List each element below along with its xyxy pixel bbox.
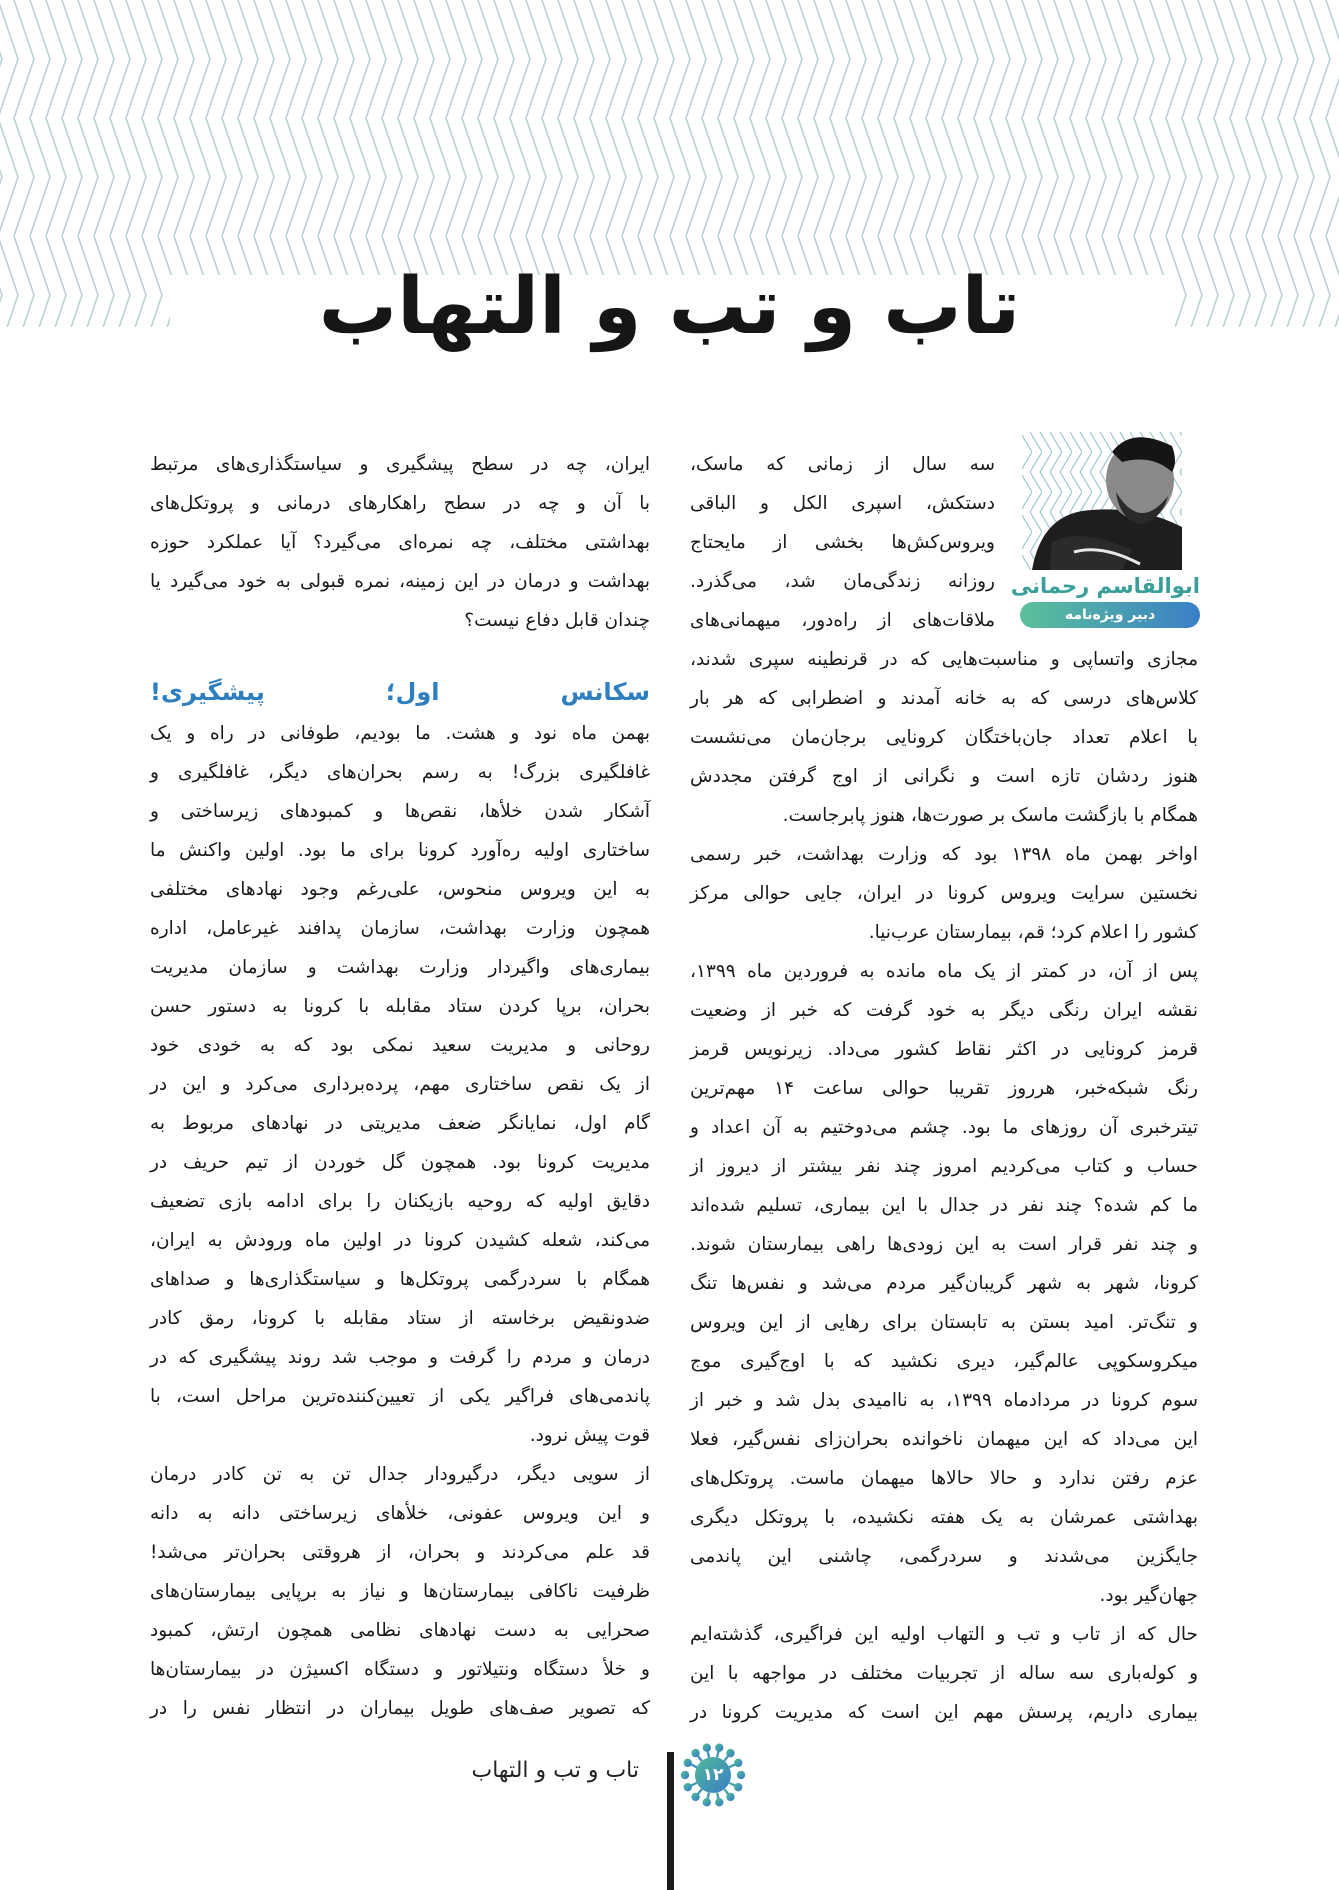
text-line: ما کم شده؟ چند نفر در جدال با این بیماری، تسلیم شده‌اند <box>690 1195 1198 1216</box>
text-line: ایران، چه در سطح پیشگیری و سیاستگذاری‌های مرتبط <box>150 454 650 475</box>
text-line: قد علم می‌کردند و بحران، از هروقتی بحران‌تر می‌شد! <box>150 1542 650 1563</box>
paragraph <box>690 952 1198 1615</box>
text-line: و این ویروس عفونی، خلأهای زیرساختی دانه به دانه <box>150 1503 650 1524</box>
text-line: پس از آن، در کمتر از یک ماه مانده به فروردین ماه ۱۳۹۹، <box>690 961 1198 982</box>
text-line: می‌کند، شعله کشیدن کرونا در اولین ماه ورودش به ایران، <box>150 1230 650 1251</box>
text-line: گام اول، نمایانگر ضعف مدیریتی در نهادهای مربوط به <box>150 1113 650 1134</box>
text-line: سه سال از زمانی که ماسک، <box>690 454 995 475</box>
text-line: صحرایی به دست نهادهای نظامی همچون ارتش، کمبود <box>150 1620 650 1641</box>
text-line: و خلأ دستگاه ونتیلاتور و دستگاه اکسیژن در بیمارستان‌ها <box>150 1659 650 1680</box>
paragraph <box>690 1615 1198 1732</box>
text-line: روحانی و مدیریت سعید نمکی بود که به خودی خود <box>150 1035 650 1056</box>
text-line: درمان و مردم را گرفت و موجب شد روند پیشگیری که در <box>150 1347 650 1368</box>
virus-page-number-icon <box>680 1742 746 1808</box>
paragraph <box>690 445 1198 640</box>
left-text-column <box>150 445 650 1728</box>
text-line: بحران، برپا کردن ستاد مقابله با کرونا به دستور حسن <box>150 996 650 1017</box>
author-role-badge: دبیر ویژه‌نامه <box>1020 602 1200 628</box>
text-line: ضدونقیض برخاسته از ستاد مقابله با کرونا، رمق کادر <box>150 1308 650 1329</box>
text-line: ملاقات‌های از راه‌دور، میهمانی‌های <box>690 610 995 631</box>
text-line: نخستین سرایت ویروس کرونا در ایران، جایی حوالی مرکز <box>690 883 1198 904</box>
text-line: بهداشتی عمرشان به یک هفته نکشیده، با پروتکل دیگری <box>690 1507 1198 1528</box>
text-line: نقشه ایران رنگی دیگر به خود گرفت که خبر از وضعیت <box>690 1000 1198 1021</box>
text-line: میکروسکوپی عالم‌گیر، دیری نکشید که با اوج‌گیری موج <box>690 1351 1198 1372</box>
text-line: غافلگیری بزرگ! به رسم بحران‌های دیگر، غافلگیری و <box>150 762 650 783</box>
paragraph <box>150 714 650 1455</box>
text-line: مدیریت کرونا بود. همچون گل خوردن از تیم حریف در <box>150 1152 650 1173</box>
text-line: روزانه زندگی‌مان شد، می‌گذرد. <box>690 571 995 592</box>
text-line: ویروس‌کش‌ها بخشی از مایحتاج <box>690 532 995 553</box>
text-line: تیترخبری آن روزهای ما بود. چشم می‌دوختیم به آن اعداد و <box>690 1117 1198 1138</box>
text-line: جایگزین می‌شدند و سردرگمی، چاشنی این پاندمی <box>690 1546 1198 1567</box>
text-line: بهمن ماه نود و هشت. ما بودیم، طوفانی در راه و یک <box>150 723 650 744</box>
text-line: دستکش، اسپری الکل و الباقی <box>690 493 995 514</box>
text-line: حال که از تاب و تب و التهاب اولیه این فراگیری، گذشته‌ایم <box>690 1624 1198 1645</box>
page-number: ۱۲ <box>702 1765 724 1785</box>
text-line: از سویی دیگر، درگیرودار جدال تن به تن کادر درمان <box>150 1464 650 1485</box>
text-line: این می‌داد که این میهمان ناخوانده بحران‌زای نفس‌گیر، فعلا <box>690 1429 1198 1450</box>
text-line: همچون وزارت بهداشت، سازمان پدافند غیرعامل، اداره <box>150 918 650 939</box>
paragraph <box>690 640 1198 835</box>
text-line: و تنگ‌تر. امید بستن به تابستان برای رهایی از این ویروس <box>690 1312 1198 1333</box>
text-line: با آن و چه در سطح راهکارهای درمانی و پروتکل‌های <box>150 493 650 514</box>
text-line: اواخر بهمن ماه ۱۳۹۸ بود که وزارت بهداشت، خبر رسمی <box>690 844 1198 865</box>
paragraph <box>150 445 650 640</box>
text-line: کلاس‌های درسی که به خانه آمدند و اضطرابی که هر بار <box>690 688 1198 709</box>
text-line: مجازی واتساپی و مناسبت‌هایی که در قرنطینه سپری شدند، <box>690 649 1198 670</box>
text-line: پاندمی‌های فراگیر یکی از تعیین‌کننده‌ترین مراحل است، با <box>150 1386 650 1407</box>
text-line: و چند نفر قرار است به این زودی‌ها راهی بیمارستان شوند. <box>690 1234 1198 1255</box>
text-line: دقایق اولیه که روحیه بازیکنان را برای ادامه بازی تضعیف <box>150 1191 650 1212</box>
text-line: ساختاری اولیه ره‌آورد کرونا برای ما بود. اولین واکنش ما <box>150 840 650 861</box>
text-line: حساب و کتاب می‌کردیم امروز چند نفر بیشتر از دیروز از <box>690 1156 1198 1177</box>
text-line: همگام با بازگشت ماسک بر صورت‌ها، هنوز پابرجاست. <box>782 805 1198 826</box>
text-line: کشور را اعلام کرد؛ قم، بیمارستان عرب‌نیا. <box>868 922 1198 943</box>
text-line: همگام با سردرگمی پروتکل‌ها و سیاستگذاری‌ها و صداهای <box>150 1269 650 1290</box>
footer-running-title: تاب و تب و التهاب <box>471 1758 639 1783</box>
text-line: بیماری داریم، پرسش مهم این است که مدیریت کرونا در <box>690 1702 1198 1723</box>
text-line: بهداشتی مختلف، چه نمره‌ای می‌گیرد؟ آیا عملکرد حوزه <box>150 532 650 553</box>
text-line: و کوله‌باری سه ساله از تجربیات مختلف در مواجهه با این <box>690 1663 1198 1684</box>
text-line: هنوز ردشان تازه است و نگرانی از اوج گرفتن مجددش <box>690 766 1198 787</box>
text-line: قوت پیش نرود. <box>529 1425 650 1446</box>
text-line: که تصویر صف‌های طویل بیماران در انتظار نفس را در <box>150 1698 650 1719</box>
text-line: کرونا، شهر به شهر گریبان‌گیر مردم می‌شد و نفس‌ها تنگ <box>690 1273 1198 1294</box>
text-line: قرمز کرونایی در اکثر نقاط کشور می‌داد. زیرنویس قرمز <box>690 1039 1198 1060</box>
article-title: تاب و تب و التهاب <box>318 262 1021 352</box>
author-name: ابوالقاسم رحمانی <box>1010 574 1200 598</box>
text-line: رنگ شبکه‌خبر، هرروز تقریبا حوالی ساعت ۱۴ مهم‌ترین <box>690 1078 1198 1099</box>
right-text-column <box>690 445 1198 1732</box>
text-line: چندان قابل دفاع نیست؟ <box>464 610 650 631</box>
text-line: با اعلام تعداد جان‌باختگان کرونایی برجان‌مان می‌نشست <box>690 727 1198 748</box>
text-line: عزم رفتن ندارد و حالا حالاها میهمان ماست. پروتکل‌های <box>690 1468 1198 1489</box>
text-line: بهداشت و درمان در این زمینه، نمره قبولی به خود می‌گیرد یا <box>150 571 650 592</box>
text-line: از یک نقص ساختاری مهم، پرده‌برداری می‌کرد و این در <box>150 1074 650 1095</box>
text-line: آشکار شدن خلأها، نقص‌ها و کمبودهای زیرساختی و <box>150 801 650 822</box>
text-line: سوم کرونا در مردادماه ۱۳۹۹، به ناامیدی بدل شد و خبر از <box>690 1390 1198 1411</box>
paragraph <box>690 835 1198 952</box>
text-line: ظرفیت ناکافی بیمارستان‌ها و نیاز به برپایی بیمارستان‌های <box>150 1581 650 1602</box>
text-line: جهان‌گیر بود. <box>1099 1585 1198 1606</box>
footer-divider <box>667 1752 674 1890</box>
text-line: بیماری‌های واگیردار وزارت بهداشت و سازمان مدیریت <box>150 957 650 978</box>
text-line: به این ویروس منحوس، علی‌رغم وجود نهادهای مختلفی <box>150 879 650 900</box>
section-heading: سکانس اول؛ پیشگیری! <box>150 678 650 706</box>
paragraph <box>150 1455 650 1728</box>
